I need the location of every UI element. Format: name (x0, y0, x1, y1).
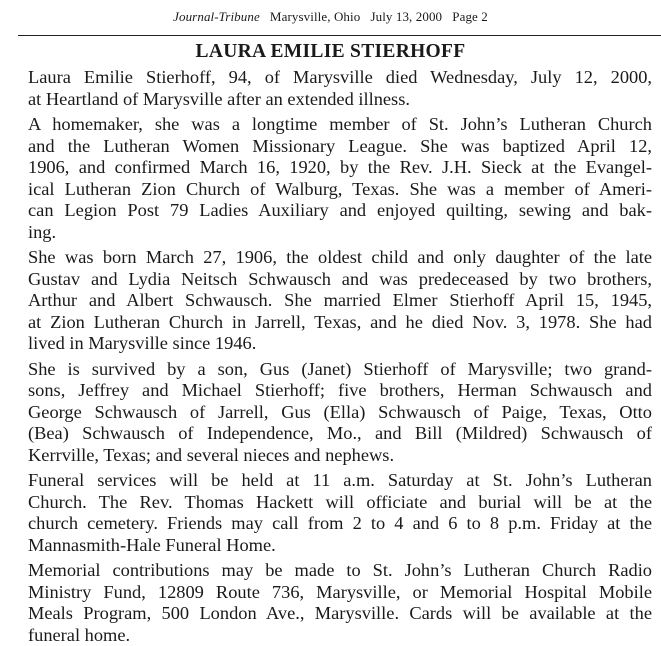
obituary-paragraph (28, 247, 652, 355)
masthead (0, 9, 661, 25)
obituary-paragraph (28, 470, 652, 556)
paragraph-line: Memorial contributions may be made to St. John’s Lutheran Church Radio (28, 560, 652, 582)
paragraph-line: funeral home. (28, 625, 652, 646)
obituary-paragraph (28, 359, 652, 467)
paragraph-line: Funeral services will be held at 11 a.m. Saturday at St. John’s Lutheran (28, 470, 652, 492)
paragraph-line: can Legion Post 79 Ladies Auxiliary and enjoyed quilting, sewing and bak- (28, 200, 652, 222)
paragraph-line: Mannasmith-Hale Funeral Home. (28, 535, 652, 557)
paragraph-line: at Heartland of Marysville after an extended illness. (28, 89, 652, 111)
paragraph-line: (Bea) Schwausch of Independence, Mo., and Bill (Mildred) Schwausch of (28, 423, 652, 445)
paragraph-line: Arthur and Albert Schwausch. She married Elmer Stierhoff April 15, 1945, (28, 290, 652, 312)
paragraph-line: A homemaker, she was a longtime member of St. John’s Lutheran Church (28, 114, 652, 136)
newspaper-page: Page 2 (452, 9, 488, 24)
paragraph-line: Ministry Fund, 12809 Route 736, Marysville, or Memorial Hospital Mobile (28, 582, 652, 604)
paragraph-line: George Schwausch of Jarrell, Gus (Ella) Schwausch of Paige, Texas, Otto (28, 402, 652, 424)
paragraph-line: 1906, and confirmed March 16, 1920, by the Rev. J.H. Sieck at the Evangel- (28, 157, 652, 179)
obituary-paragraph (28, 67, 652, 110)
paragraph-line: Church. The Rev. Thomas Hackett will officiate and burial will be at the (28, 492, 652, 514)
paragraph-line: Laura Emilie Stierhoff, 94, of Marysville died Wednesday, July 12, 2000, (28, 67, 652, 89)
paragraph-line: ing. (28, 222, 652, 244)
obituary-headline: LAURA EMILIE STIERHOFF (0, 40, 661, 64)
obituary-body (28, 67, 652, 646)
paragraph-line: lived in Marysville since 1946. (28, 333, 652, 355)
paragraph-line: at Zion Lutheran Church in Jarrell, Texas, and he died Nov. 3, 1978. She had (28, 312, 652, 334)
paragraph-line: Gustav and Lydia Neitsch Schwausch and was predeceased by two brothers, (28, 269, 652, 291)
paragraph-line: She is survived by a son, Gus (Janet) Stierhoff of Marysville; two grand- (28, 359, 652, 381)
paragraph-line: church cemetery. Friends may call from 2 to 4 and 6 to 8 p.m. Friday at the (28, 513, 652, 535)
paragraph-line: Meals Program, 500 London Ave., Marysville. Cards will be available at the (28, 603, 652, 625)
paragraph-line: sons, Jeffrey and Michael Stierhoff; five brothers, Herman Schwausch and (28, 380, 652, 402)
paragraph-line: ical Lutheran Zion Church of Walburg, Texas. She was a member of Ameri- (28, 179, 652, 201)
newspaper-name: Journal-Tribune (173, 9, 260, 24)
paragraph-line: Kerrville, Texas; and several nieces and nephews. (28, 445, 652, 467)
newspaper-location: Marysville, Ohio (270, 9, 360, 24)
newspaper-date: July 13, 2000 (370, 9, 442, 24)
paragraph-line: She was born March 27, 1906, the oldest child and only daughter of the late (28, 247, 652, 269)
obituary-paragraph (28, 560, 652, 646)
obituary-paragraph (28, 114, 652, 243)
paragraph-line: and the Lutheran Women Missionary League. She was baptized April 12, (28, 136, 652, 158)
header-rule (18, 35, 661, 36)
